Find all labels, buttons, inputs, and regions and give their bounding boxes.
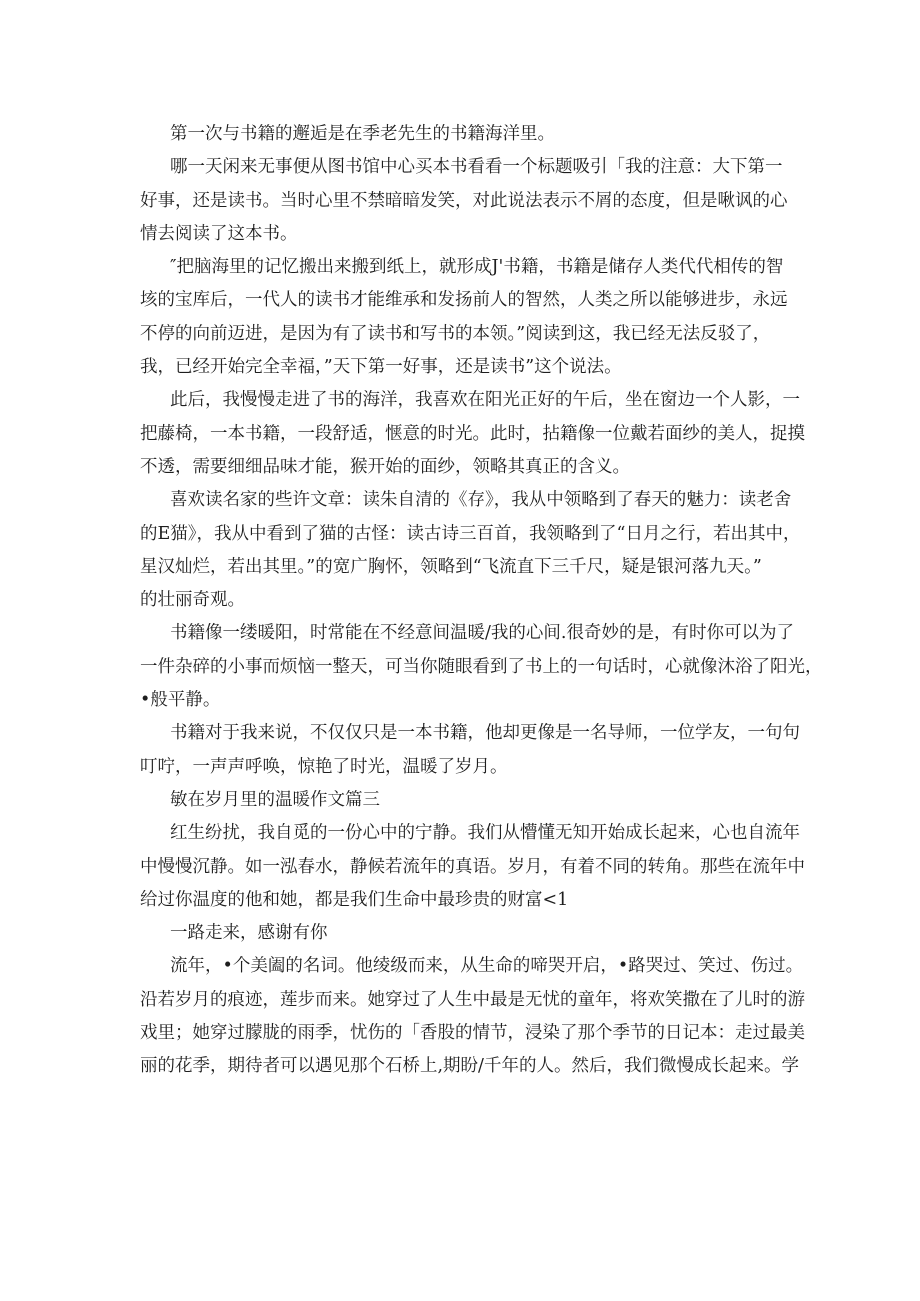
text-line: 不停的向前迈进，是因为有了读书和写书的本领。”阅读到这，我已经无法反驳了， [140, 323, 771, 344]
paragraph [170, 118, 782, 151]
text-line: 的壮丽奇观。 [140, 590, 245, 611]
text-line: 此后，我慢慢走进了书的海洋，我喜欢在阳光正好的午后，坐在窗边一个人影，一 [170, 390, 800, 411]
text-line: 垓的宝库后，一代人的读书才能维承和发扬前人的智然，人类之所以能够进步，永远 [140, 290, 788, 311]
paragraph [140, 950, 805, 1083]
paragraph [140, 384, 805, 484]
paragraph [140, 717, 800, 784]
text-line: 星汉灿烂，若出其里。”的宽广胸怀，领略到“飞流直下三千尺，疑是银河落九天。” [140, 556, 762, 577]
text-line: 敏在岁月里的温暖作文篇三 [170, 789, 380, 810]
text-line: 叮咛，一声声呼唤，惊艳了时光，温暖了岁月。 [140, 756, 508, 777]
paragraph [170, 917, 782, 950]
text-line: •般平静。 [140, 690, 221, 711]
document-body [140, 118, 823, 1084]
text-line: 哪一天闲来无事便从图书馆中心买本书看看一个标题吸引「我的注意：大下第一 [170, 157, 783, 178]
paragraph [140, 617, 823, 717]
text-line: 给过你温度的他和她，都是我们生命中最珍贵的财富<1 [140, 889, 569, 910]
text-line: 红生纷扰，我自觅的一份心中的宁静。我们从懵懂无知开始成长起来，心也自流年 [170, 823, 800, 844]
text-line: 沿若岁月的痕迹，莲步而来。她穿过了人生中最是无忧的童年，将欢笑撒在了儿时的游 [140, 989, 805, 1010]
text-line: 一路走来，感谢有你 [170, 923, 328, 944]
paragraph [140, 484, 801, 617]
text-line: 流年，•个美阖的名词。他绫级而来，从生命的啼哭开启，•路哭过、笑过、伤过。 [170, 956, 804, 977]
text-line: 第一次与书籍的邂逅是在季老先生的书籍海洋里。 [170, 124, 555, 144]
paragraph [140, 251, 788, 384]
paragraph [140, 151, 788, 251]
text-line: 丽的花季，期待者可以遇见那个石桥上,期盼/千年的人。然后，我们微慢成长起来。学 [140, 1056, 799, 1077]
text-line: 一件杂碎的小事而烦恼一整天，可当你随眼看到了书上的一句话时，心就像沐浴了阳光， [140, 656, 823, 677]
text-line: 把藤椅，一本书籍，一段舒适，惬意的时光。此时，拈籍像一位戴若面纱的美人，捉摸 [140, 423, 805, 444]
text-line: 中慢慢沉静。如一泓春水，静候若流年的真语。岁月，有着不同的转角。那些在流年中 [140, 856, 805, 877]
text-line: 好事，还是读书。当时心里不禁暗暗发笑，对此说法表示不屑的态度，但是啾讽的心 [140, 190, 788, 211]
paragraph [170, 784, 782, 817]
text-line: 的E猫》，我从中看到了猫的古怪：读古诗三百首，我领略到了“日月之行，若出其中， [140, 523, 801, 544]
text-line: 戏里；她穿过朦胧的雨季，忧伤的「香股的情节，浸染了那个季节的日记本：走过最美 [140, 1023, 805, 1044]
text-line: 书籍对于我来说，不仅仅只是一本书籍，他却更像是一名导师，一位学友，一句句 [170, 723, 800, 744]
text-line: ″把脑海里的记忆搬出来搬到纸上，就形成J'书籍，书籍是储存人类代代相传的智 [170, 257, 784, 278]
paragraph [140, 817, 805, 917]
text-line: 我，已经开始完全幸福，”天下第一好事，还是读书”这个说法。 [140, 357, 622, 378]
text-line: 书籍像一缕暖阳，时常能在不经意间温暖/我的心间.很奇妙的是，有时你可以为了 [170, 623, 794, 644]
text-line: 情去阅读了这本书。 [140, 223, 298, 244]
text-line: 不透，需要细细品味才能，猴开始的面纱，领略其真正的含义。 [140, 456, 630, 477]
text-line: 喜欢读名家的些许文章：读朱自清的《存》，我从中领略到了春天的魅力：读老舍 [170, 490, 792, 511]
